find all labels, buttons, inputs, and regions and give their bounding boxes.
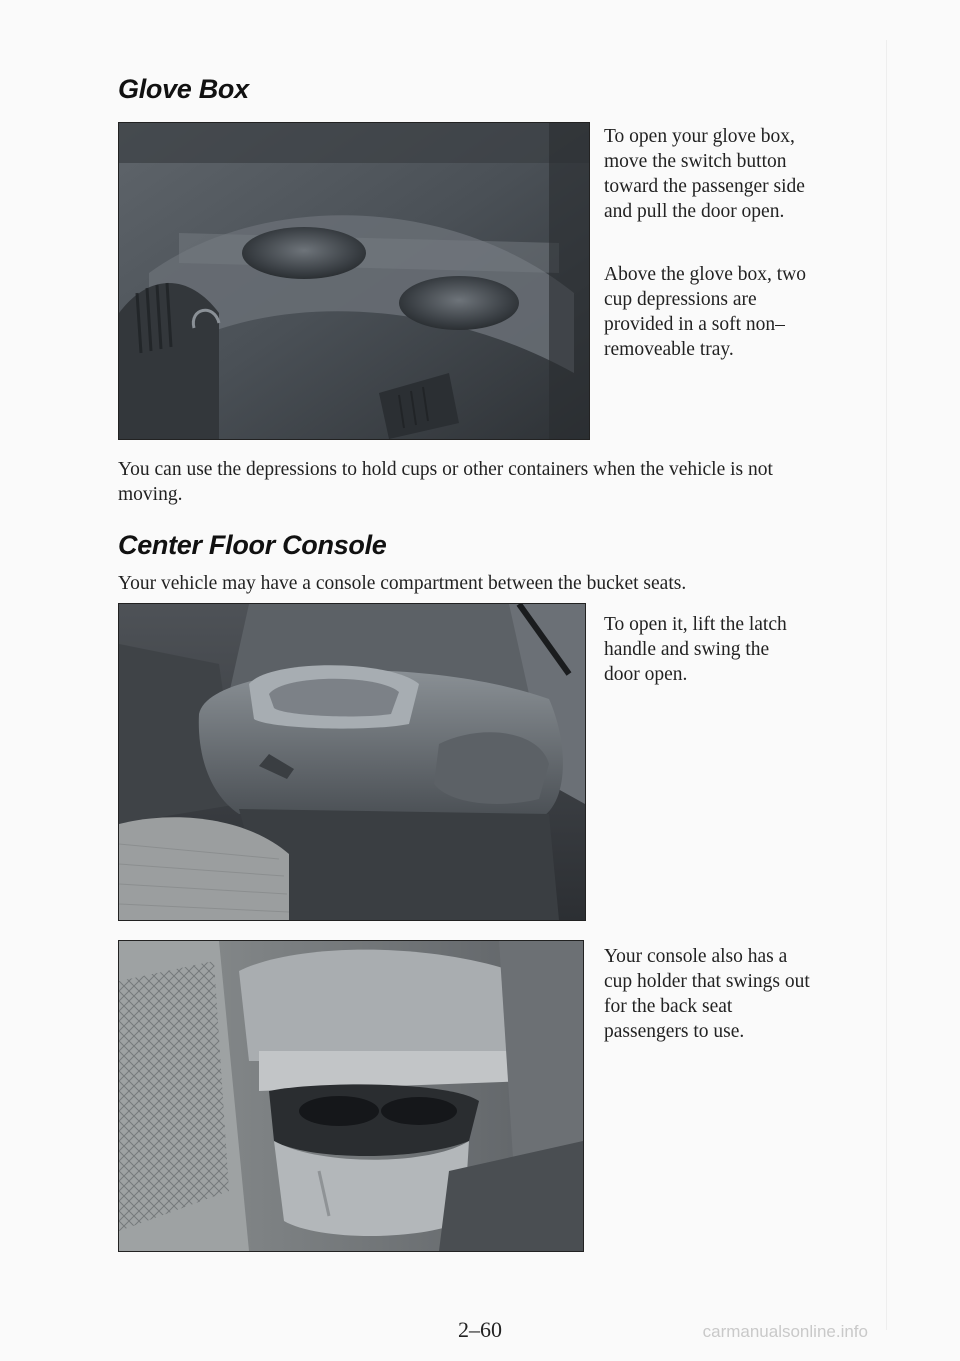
glove-box-instructions: To open your glove box, move the switch button toward the passenger side and pull the door open. — [604, 126, 805, 222]
page-edge-shadow — [886, 40, 887, 1330]
glove-box-cup-depressions: Above the glove box, two cup depressions are provided in a soft non–removeable tray. — [604, 264, 807, 360]
center-console-photo — [118, 603, 586, 921]
page-number: 2–60 — [458, 1317, 502, 1342]
heading-center-floor-console: Center Floor Console — [118, 530, 387, 560]
console-intro: Your vehicle may have a console compartment between the bucket seats. — [118, 573, 687, 594]
watermark: carmanualsonline.info — [702, 1322, 868, 1341]
console-cup-holder-photo — [118, 940, 584, 1252]
glove-box-photo — [118, 122, 590, 440]
glove-box-depressions-usage: You can use the depressions to hold cups or other containers when the vehicle is not moving. — [118, 459, 773, 505]
console-cup-holder-description: Your console also has a cup holder that swings out for the back seat passengers to use. — [604, 946, 810, 1042]
console-open-instructions: To open it, lift the latch handle and swing the door open. — [604, 614, 787, 685]
heading-glove-box: Glove Box — [118, 74, 249, 104]
